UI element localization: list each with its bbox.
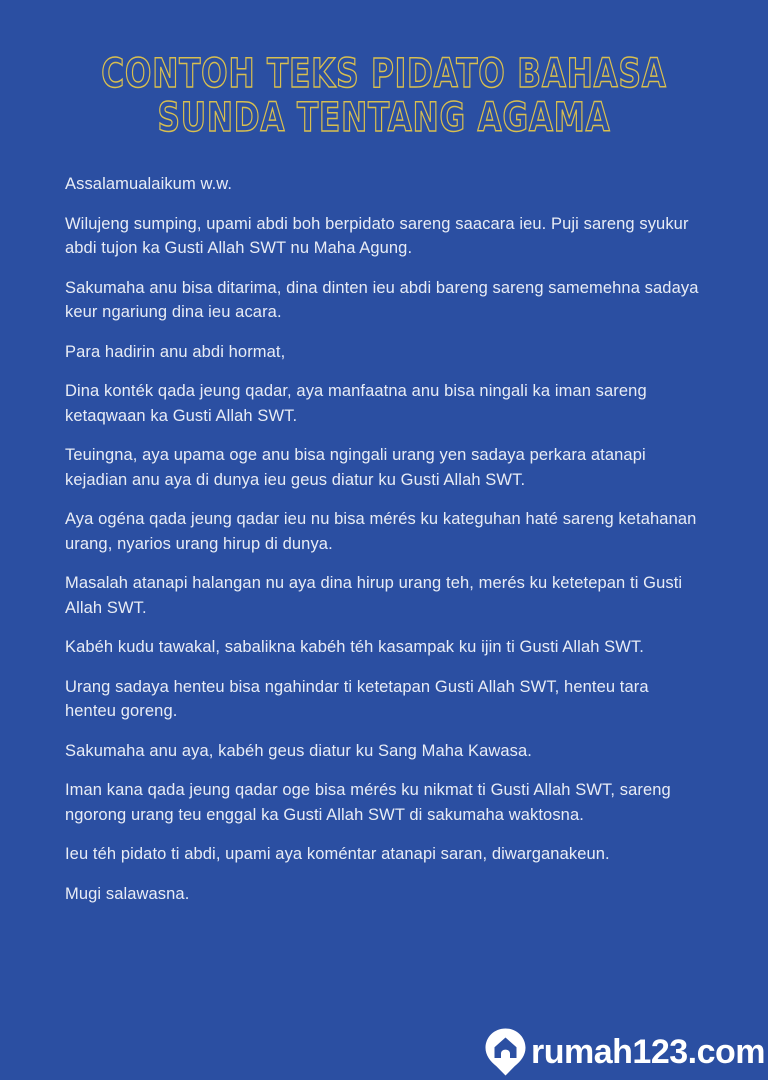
house-pin-icon bbox=[485, 1028, 526, 1076]
page-title bbox=[0, 52, 768, 140]
speech-paragraph: Mugi salawasna. bbox=[65, 884, 190, 903]
speech-paragraph: Sakumaha anu bisa ditarima, dina dinten ieu abdi bareng sareng samemehna sadaya keur ngariung dina ieu acara. bbox=[65, 278, 699, 321]
speech-paragraph: Dina konték qada jeung qadar, aya manfaatna anu bisa ningali ka iman sareng ketaqwaan ka Gusti Allah SWT. bbox=[65, 382, 647, 425]
speech-paragraph: Ieu téh pidato ti abdi, upami aya koméntar atanapi saran, diwarganakeun. bbox=[65, 845, 610, 863]
speech-paragraph: Para hadirin anu abdi hormat, bbox=[65, 342, 286, 361]
speech-paragraph: Wilujeng sumping, upami abdi boh berpidato sareng saacara ieu. Puji sareng syukur abdi tujon ka Gusti Allah SWT nu Maha Agung. bbox=[65, 214, 689, 257]
speech-paragraph: Teuingna, aya upama oge anu bisa ngingali urang yen sadaya perkara atanapi kejadian anu aya di dunya ieu geus diatur ku Gusti Allah SWT. bbox=[65, 446, 646, 489]
speech-paragraph: Kabéh kudu tawakal, sabalikna kabéh téh kasampak ku ijin ti Gusti Allah SWT. bbox=[65, 638, 644, 656]
speech-paragraphs bbox=[65, 172, 701, 921]
speech-paragraph: Urang sadaya henteu bisa ngahindar ti ketetapan Gusti Allah SWT, henteu tara henteu goreng. bbox=[65, 677, 649, 720]
rumah123-logo bbox=[485, 1028, 765, 1076]
speech-paragraph: Sakumaha anu aya, kabéh geus diatur ku Sang Maha Kawasa. bbox=[65, 741, 532, 760]
speech-paragraph: Iman kana qada jeung qadar oge bisa mérés ku nikmat ti Gusti Allah SWT, sareng ngorong urang teu enggal ka Gusti Allah SWT di sakumaha waktosna. bbox=[65, 781, 671, 824]
page-title-line-1: CONTOH TEKS PIDATO BAHASA bbox=[101, 51, 667, 97]
page-title-line-2: SUNDA TENTANG AGAMA bbox=[157, 95, 611, 141]
speech-paragraph: Masalah atanapi halangan nu aya dina hirup urang teh, merés ku ketetepan ti Gusti Allah SWT. bbox=[65, 574, 683, 617]
logo-text: rumah123.com bbox=[531, 1033, 765, 1071]
speech-paragraph: Assalamualaikum w.w. bbox=[65, 175, 233, 193]
speech-paragraph: Aya ogéna qada jeung qadar ieu nu bisa mérés ku kateguhan haté sareng ketahanan urang, nyarios urang hirup di dunya. bbox=[65, 510, 697, 553]
